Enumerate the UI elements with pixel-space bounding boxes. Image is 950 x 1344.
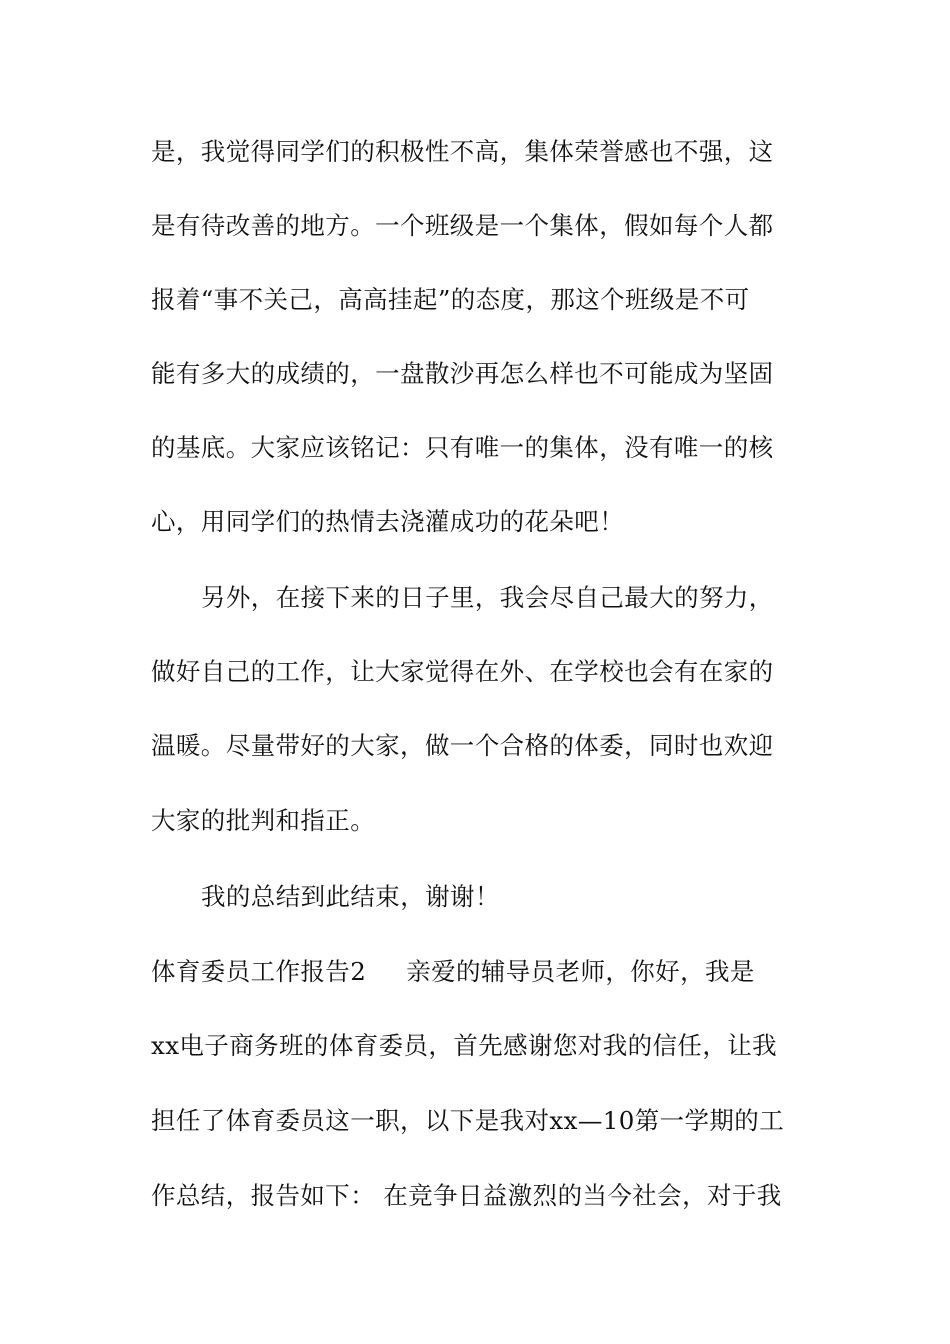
paragraph-line: xx电子商务班的体育委员，首先感谢您对我的信任，让我	[151, 1031, 778, 1060]
paragraph-line: 担任了体育委员这一职，以下是我对xx—10第一学期的工	[151, 1106, 785, 1135]
section-heading-line	[151, 957, 755, 987]
section-title: 体育委员工作报告2	[151, 957, 367, 986]
paragraph-line: 心，用同学们的热情去浇灌成功的花朵吧！	[151, 507, 625, 536]
paragraph-line: 是，我觉得同学们的积极性不高，集体荣誉感也不强，这	[151, 137, 774, 166]
paragraph-line: 做好自己的工作，让大家觉得在外、在学校也会有在家的	[151, 657, 774, 686]
paragraph-line: 大家的批判和指正。	[151, 806, 376, 835]
paragraph-line: 报着“事不关己，高高挂起”的态度，那这个班级是不可	[151, 285, 750, 314]
paragraph-line: 另外，在接下来的日子里，我会尽自己最大的努力，	[201, 583, 774, 612]
paragraph-line: 能有多大的成绩的，一盘散沙再怎么样也不可能成为坚固	[151, 359, 774, 388]
paragraph-line: 我的总结到此结束，谢谢！	[201, 882, 500, 911]
paragraph-line: 是有待改善的地方。一个班级是一个集体，假如每个人都	[151, 211, 774, 240]
paragraph-line: 的基底。大家应该铭记：只有唯一的集体，没有唯一的核	[151, 433, 774, 462]
paragraph-text: 亲爱的辅导员老师，你好，我是	[406, 957, 755, 986]
paragraph-line: 作总结，报告如下： 在竞争日益激烈的当今社会，对于我	[151, 1181, 782, 1210]
paragraph-line: 温暖。尽量带好的大家，做一个合格的体委，同时也欢迎	[151, 731, 774, 760]
